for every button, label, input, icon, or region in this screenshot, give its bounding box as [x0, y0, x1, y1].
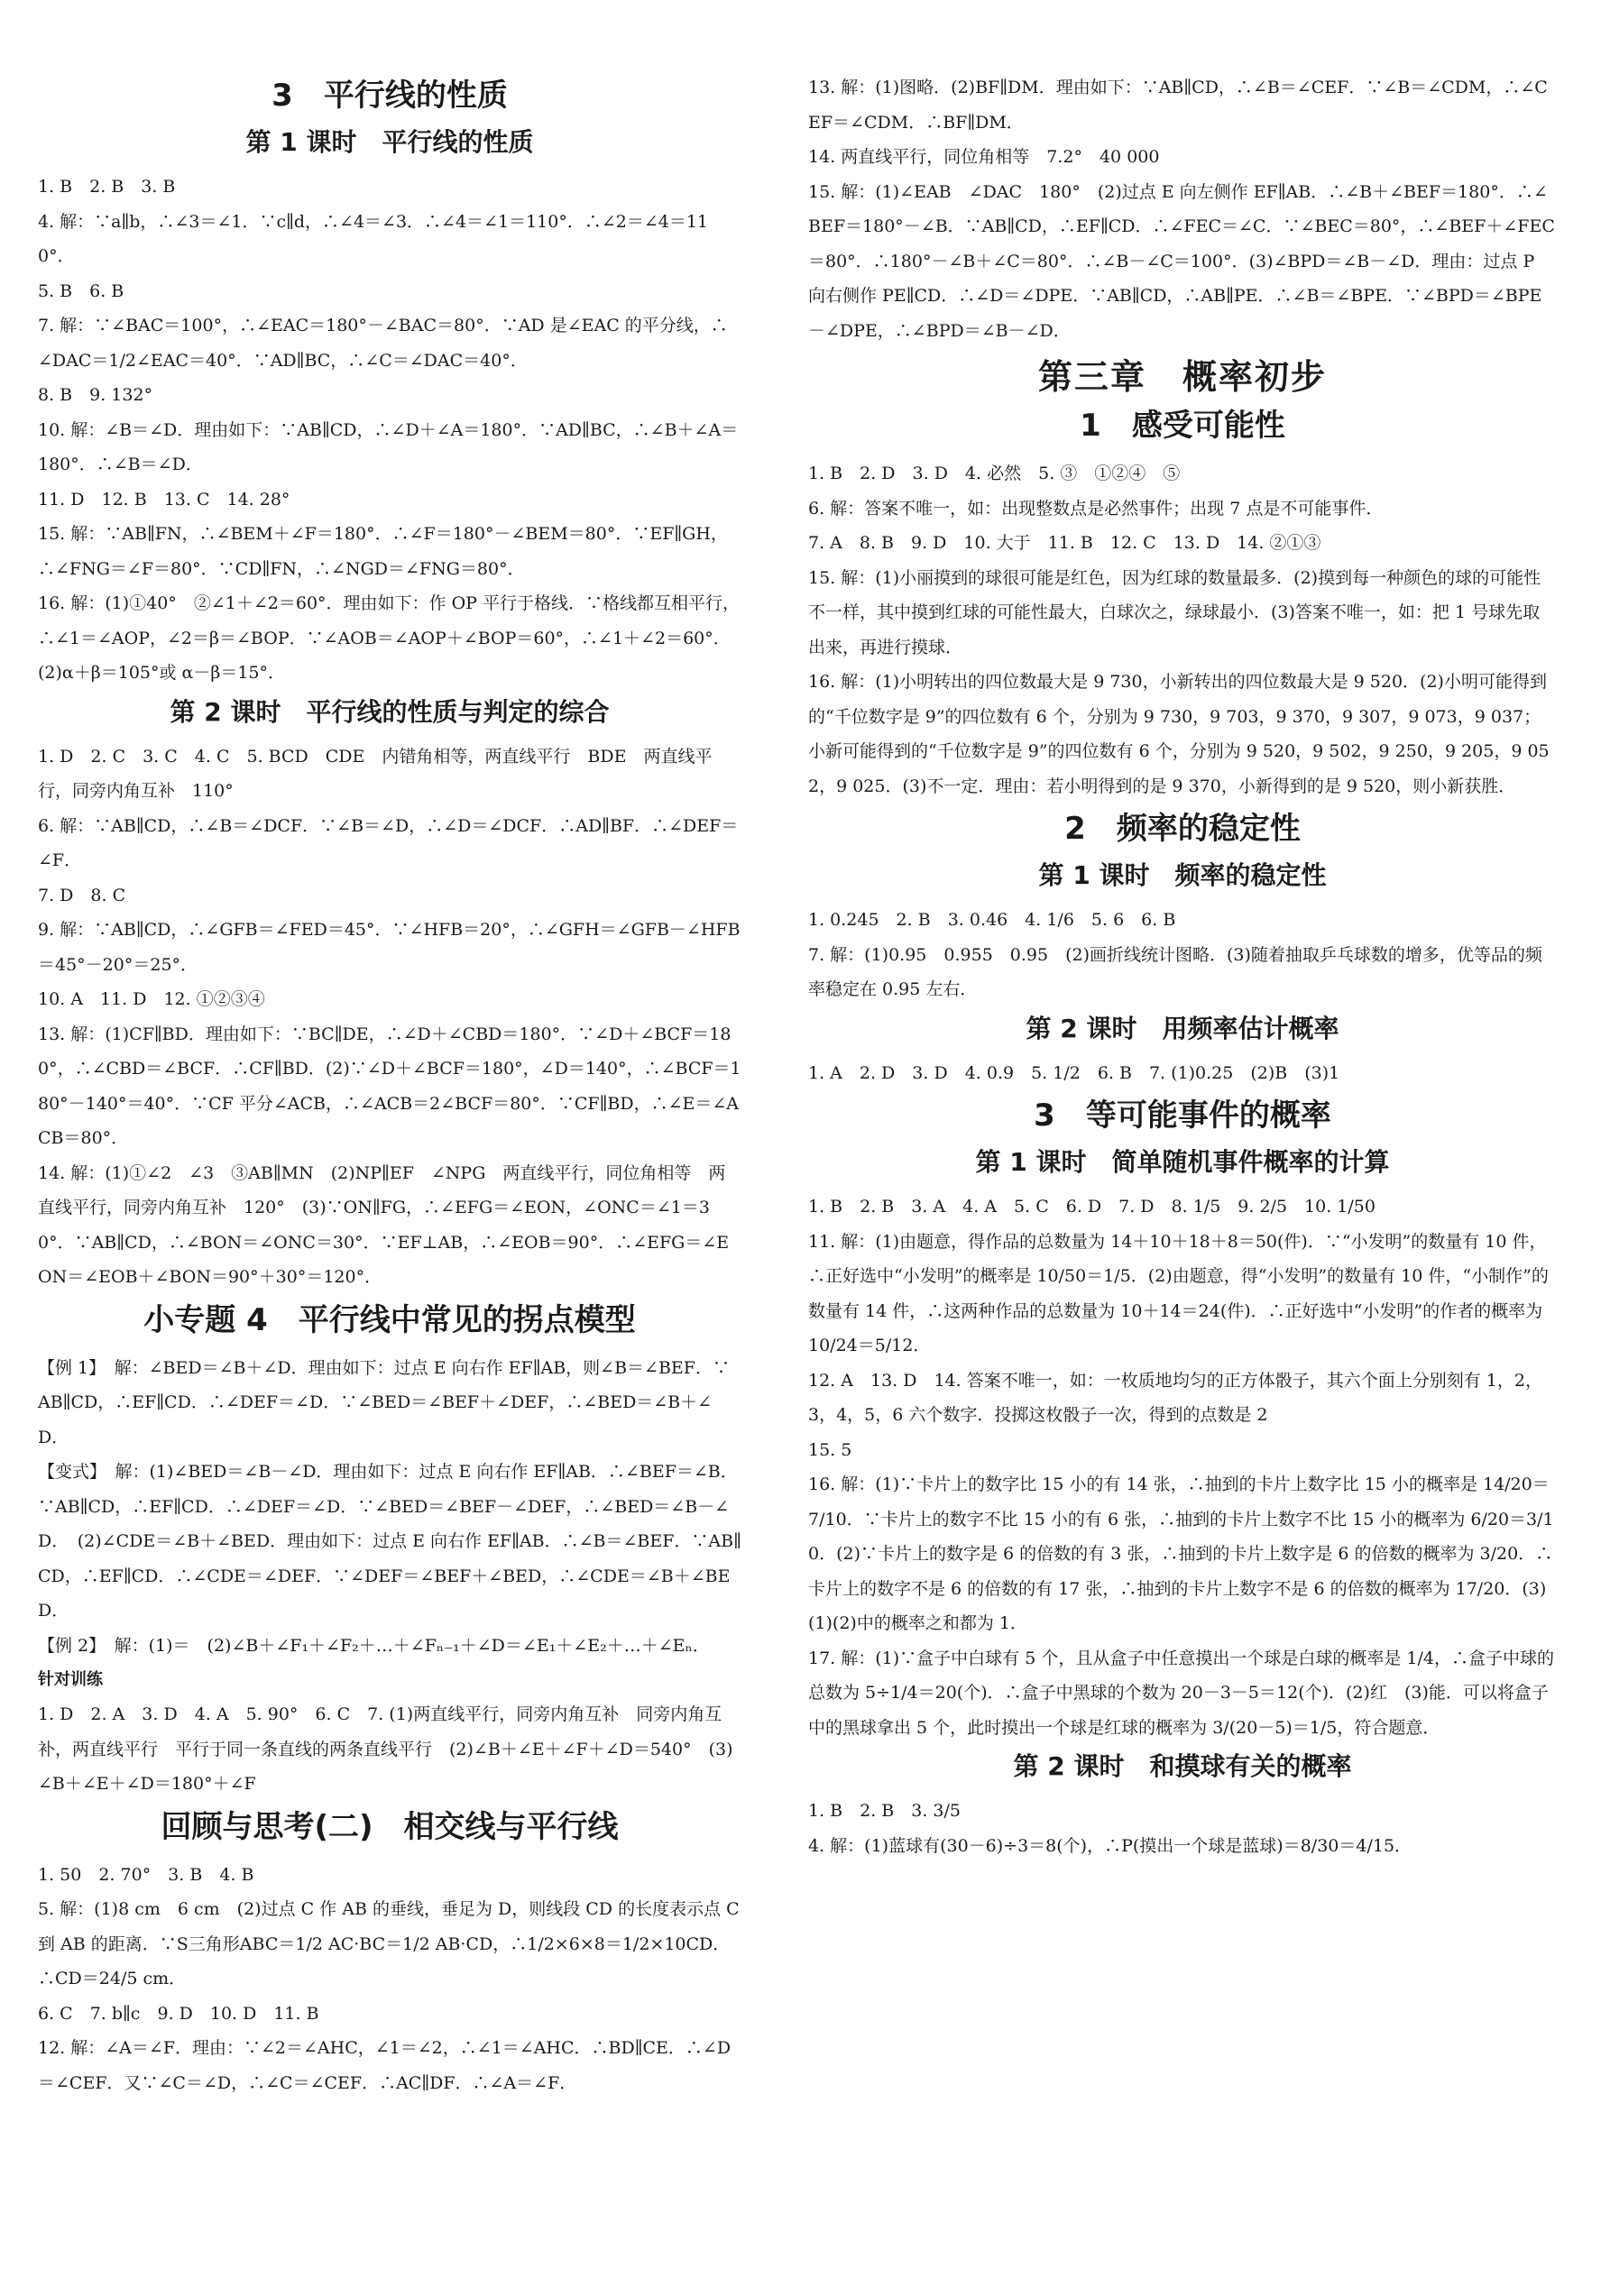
answer-paragraph: 6. 解：∵AB∥CD，∴∠B＝∠DCF．∵∠B＝∠D，∴∠D＝∠DCF．∴AD∥BF．∴∠DEF＝∠F． [38, 815, 739, 870]
answer-paragraph: 15. 5 [808, 1439, 852, 1460]
answer-paragraph: 5. B 6. B [38, 280, 124, 301]
answer-paragraph: 1. A 2. D 3. D 4. 0.9 5. 1/2 6. B 7. (1)0.25 (2)B (3)1 [808, 1062, 1340, 1083]
answer-paragraph: 7. 解：∵∠BAC＝100°，∴∠EAC＝180°－∠BAC＝80°．∵AD 是∠EAC 的平分线，∴∠DAC＝1/2∠EAC＝40°．∵AD∥BC，∴∠C＝∠DAC＝40°． [38, 316, 728, 371]
section-heading: 2 频率的稳定性 [1064, 811, 1301, 847]
section-heading: 回顾与思考(二) 相交线与平行线 [161, 1808, 619, 1845]
section-heading: 1 感受可能性 [1080, 408, 1285, 444]
chapter-heading: 第三章 概率初步 [1037, 357, 1327, 397]
answer-paragraph: 1. D 2. A 3. D 4. A 5. 90° 6. C 7. (1)两直线平行，同旁内角互补 同旁内角互补，两直线平行 平行于同一条直线的两条直线平行 (2)∠B＋∠E＋∠F＋∠D＝540° (3)∠B＋∠E＋∠D＝180°＋∠F [38, 1704, 733, 1794]
answer-paragraph: 11. D 12. B 13. C 14. 28° [38, 489, 290, 510]
answer-paragraph: 16. 解：(1)∵卡片上的数字比 15 小的有 14 张，∴抽到的卡片上数字比 15 小的概率是 14/20＝7/10．∵卡片上的数字不比 15 小的有 6 张，∴抽到的卡片上数字不比 15 小的概率为 6/20＝3/10．(2)∵卡片上的数字是 6 的倍数的有 3 张，∴抽到的卡片上数字是 6 的倍数的概率为 3/20．∴卡片上的数字不是 6 的倍数的有 17 张，∴抽到的卡片上数字不是 6 的倍数的概率为 17/20．(3)(1)(2)中的概率之和都为 1． [808, 1474, 1554, 1633]
answer-paragraph: 4. 解：(1)蓝球有(30－6)÷3＝8(个)，∴P(摸出一个球是蓝球)＝8/30＝4/15． [808, 1835, 1412, 1856]
answer-paragraph: 15. 解：∵AB∥FN，∴∠BEM＋∠F＝180°．∴∠F＝180°－∠BEM＝80°．∵EF∥GH，∴∠FNG＝∠F＝80°．∵CD∥FN，∴∠NGD＝∠FNG＝80°． [38, 524, 728, 579]
subsection-label: 针对训练 [38, 1670, 103, 1689]
answer-paragraph: 14. 两直线平行，同位角相等 7.2° 40 000 [808, 147, 1160, 167]
answer-paragraph: 1. D 2. C 3. C 4. C 5. BCD CDE 内错角相等，两直线平行 BDE 两直线平行，同旁内角互补 110° [38, 746, 713, 801]
answer-paragraph: 6. C 7. b∥c 9. D 10. D 11. B [38, 2003, 319, 2024]
answer-paragraph: 16. 解：(1)①40° ②∠1＋∠2＝60°．理由如下：作 OP 平行于格线．∵格线都互相平行，∴∠1＝∠AOP，∠2＝β＝∠BOP．∵∠AOB＝∠AOP＋∠BOP＝60°，∴∠1＋∠2＝60°．(2)α＋β＝105°或 α－β＝15°． [38, 593, 740, 683]
answer-paragraph: 1. B 2. B 3. B [38, 177, 176, 197]
answer-paragraph: 11. 解：(1)由题意，得作品的总数量为 14＋10＋18＋8＝50(件)．∵“小发明”的数量有 10 件，∴正好选中“小发明”的概率是 10/50＝1/5．(2)由题意，得“小发明”的数量有 10 件，“小制作”的数量有 14 件，∴这两种作品的总数量为 10＋14＝24(件)．∴正好选中“小发明”的作者的概率为 10/24＝5/12． [808, 1231, 1549, 1355]
answer-paragraph: 1. B 2. B 3. 3/5 [808, 1801, 962, 1821]
answer-paragraph: 1. B 2. B 3. A 4. A 5. C 6. D 7. D 8. 1/5 9. 2/5 10. 1/50 [808, 1197, 1376, 1217]
section-heading: 3 平行线的性质 [271, 78, 508, 114]
answer-paragraph: 12. A 13. D 14. 答案不唯一，如：一枚质地均匀的正方体骰子，其六个面上分别刻有 1，2，3，4，5，6 六个数字．投掷这枚骰子一次，得到的点数是 2 [808, 1370, 1542, 1425]
answer-paragraph: 【例 2】 解：(1)＝ (2)∠B＋∠F₁＋∠F₂＋…＋∠Fₙ₋₁＋∠D＝∠E₁＋∠E₂＋…＋∠Eₙ． [38, 1635, 710, 1656]
lesson-heading: 第 1 课时 平行线的性质 [245, 127, 534, 157]
section-heading: 3 等可能事件的概率 [1034, 1097, 1331, 1134]
answer-paragraph: 15. 解：(1)小丽摸到的球很可能是红色，因为红球的数量最多．(2)摸到每一种颜色的球的可能性不一样，其中摸到红球的可能性最大，白球次之，绿球最小．(3)答案不唯一，如：把 1 号球先取出来，再进行摸球． [808, 567, 1541, 657]
answer-paragraph: 17. 解：(1)∵盒子中白球有 5 个，且从盒子中任意摸出一个球是白球的概率是 1/4，∴盒子中球的总数为 5÷1/4＝20(个)．∴盒子中黑球的个数为 20－3－5＝12(个)．(2)红 (3)能．可以将盒子中的黑球拿出 5 个，此时摸出一个球是红球的概率为 3/(20－5)＝1/5，符合题意． [808, 1648, 1554, 1738]
answer-paragraph: 10. A 11. D 12. ①②③④ [38, 989, 265, 1009]
answer-paragraph: 15. 解：(1)∠EAB ∠DAC 180° (2)过点 E 向左侧作 EF∥AB．∴∠B＋∠BEF＝180°．∴∠BEF＝180°－∠B．∵AB∥CD，∴EF∥CD．∴∠FEC＝∠C．∵∠BEC＝80°，∴∠BEF＋∠FEC＝80°．∴180°－∠B＋∠C＝80°．∴∠B－∠C＝100°．(3)∠BPD＝∠B－∠D．理由：过点 P 向右侧作 PE∥CD．∴∠D＝∠DPE．∵AB∥CD，∴AB∥PE．∴∠B＝∠BPE．∵∠BPD＝∠BPE－∠DPE，∴∠BPD＝∠B－∠D． [808, 181, 1555, 341]
answer-paragraph: 10. 解：∠B＝∠D．理由如下：∵AB∥CD，∴∠D＋∠A＝180°．∵AD∥BC，∴∠B＋∠A＝180°．∴∠B＝∠D． [38, 419, 739, 474]
answer-paragraph: 9. 解：∵AB∥CD，∴∠GFB＝∠FED＝45°．∵∠HFB＝20°，∴∠GFH＝∠GFB－∠HFB＝45°－20°＝25°． [38, 920, 741, 975]
section-heading: 小专题 4 平行线中常见的拐点模型 [143, 1301, 636, 1338]
lesson-heading: 第 2 课时 平行线的性质与判定的综合 [170, 696, 610, 727]
answer-paragraph: 1. B 2. D 3. D 4. 必然 5. ③ ①②④ ⑤ [808, 464, 1181, 483]
right-column [808, 70, 1557, 1863]
lesson-heading: 第 2 课时 和摸球有关的概率 [1013, 1751, 1352, 1781]
answer-paragraph: 12. 解：∠A＝∠F．理由：∵∠2＝∠AHC，∠1＝∠2，∴∠1＝∠AHC．∴BD∥CE．∴∠D＝∠CEF．又∵∠C＝∠D，∴∠C＝∠CEF．∴AC∥DF．∴∠A＝∠F． [38, 2038, 731, 2093]
answer-paragraph: 13. 解：(1)图略．(2)BF∥DM．理由如下：∵AB∥CD，∴∠B＝∠CEF．∵∠B＝∠CDM，∴∠CEF＝∠CDM．∴BF∥DM． [808, 78, 1548, 133]
answer-paragraph: 8. B 9. 132° [38, 385, 153, 405]
answer-paragraph: 7. 解：(1)0.95 0.955 0.95 (2)画折线统计图略．(3)随着抽取乒乓球数的增多，优等品的频率稳定在 0.95 左右． [808, 944, 1542, 999]
answer-paragraph: 1. 50 2. 70° 3. B 4. B [38, 1864, 254, 1885]
answer-paragraph: 5. 解：(1)8 cm 6 cm (2)过点 C 作 AB 的垂线，垂足为 D，则线段 CD 的长度表示点 C 到 AB 的距离．∵S三角形ABC＝1/2 AC·BC＝1/2 AB·CD，∴1/2×6×8＝1/2×10CD．∴CD＝24/5 cm． [38, 1899, 740, 1988]
lesson-heading: 第 2 课时 用频率估计概率 [1026, 1013, 1339, 1043]
answer-paragraph: 1. 0.245 2. B 3. 0.46 4. 1/6 5. 6 6. B [808, 910, 1176, 930]
answer-paragraph: 7. A 8. B 9. D 10. 大于 11. B 12. C 13. D 14. ②①③ [808, 533, 1321, 553]
answer-paragraph: 16. 解：(1)小明转出的四位数最大是 9 730，小新转出的四位数最大是 9 520．(2)小明可能得到的“千位数字是 9”的四位数有 6 个，分别为 9 730，9 703，9 370，9 307，9 073，9 037；小新可能得到的“千位数字是 9”的四位数有 6 个，分别为 9 520，9 502，9 250，9 205，9 052，9 025．(3)不一定．理由：若小明得到的是 9 370，小新得到的是 9 520，则小新获胜． [808, 672, 1550, 796]
answer-paragraph: 13. 解：(1)CF∥BD．理由如下：∵BC∥DE，∴∠D＋∠CBD＝180°．∵∠D＋∠BCF＝180°，∴∠CBD＝∠BCF．∴CF∥BD．(2)∵∠D＋∠BCF＝180°，∠D＝140°，∴∠BCF＝180°－140°＝40°．∵CF 平分∠ACB，∴∠ACB＝2∠BCF＝80°．∵CF∥BD，∴∠E＝∠ACB＝80°． [38, 1024, 741, 1148]
answer-paragraph: 4. 解：∵a∥b，∴∠3＝∠1．∵c∥d，∴∠4＝∠3．∴∠4＝∠1＝110°．∴∠2＝∠4＝110°． [38, 211, 709, 266]
answer-paragraph: 6. 解：答案不唯一，如：出现整数点是必然事件；出现 7 点是不可能事件． [808, 498, 1384, 519]
answer-paragraph: 【例 1】 解：∠BED＝∠B＋∠D．理由如下：过点 E 向右作 EF∥AB，则∠B＝∠BEF．∵AB∥CD，∴EF∥CD．∴∠DEF＝∠D．∵∠BED＝∠BEF＋∠DEF，∴∠BED＝∠B＋∠D． [38, 1357, 730, 1447]
answer-paragraph: 14. 解：(1)①∠2 ∠3 ③AB∥MN (2)NP∥EF ∠NPG 两直线平行，同位角相等 两直线平行，同旁内角互补 120° (3)∵ON∥FG，∴∠EFG＝∠EON，∠ONC＝∠1＝30°．∵AB∥CD，∴∠BON＝∠ONC＝30°．∵EF⊥AB，∴∠EOB＝90°．∴∠EFG＝∠EON＝∠EOB＋∠BON＝90°＋30°＝120°． [38, 1162, 730, 1287]
left-column [38, 70, 741, 2100]
lesson-heading: 第 1 课时 频率的稳定性 [1038, 860, 1327, 890]
answer-paragraph: 【变式】 解：(1)∠BED＝∠B－∠D．理由如下：过点 E 向右作 EF∥AB．∴∠BEF＝∠B．∵AB∥CD，∴EF∥CD．∴∠DEF＝∠D．∵∠BED＝∠BEF－∠DEF，∴∠BED＝∠B－∠D． (2)∠CDE＝∠B＋∠BED．理由如下：过点 E 向右作 EF∥AB．∴∠B＝∠BEF．∵AB∥CD，∴EF∥CD．∴∠CDE＝∠DEF．∵∠DEF＝∠BEF＋∠BED，∴∠CDE＝∠B＋∠BED． [38, 1462, 741, 1621]
lesson-heading: 第 1 课时 简单随机事件概率的计算 [975, 1147, 1390, 1177]
answer-paragraph: 7. D 8. C [38, 885, 126, 905]
